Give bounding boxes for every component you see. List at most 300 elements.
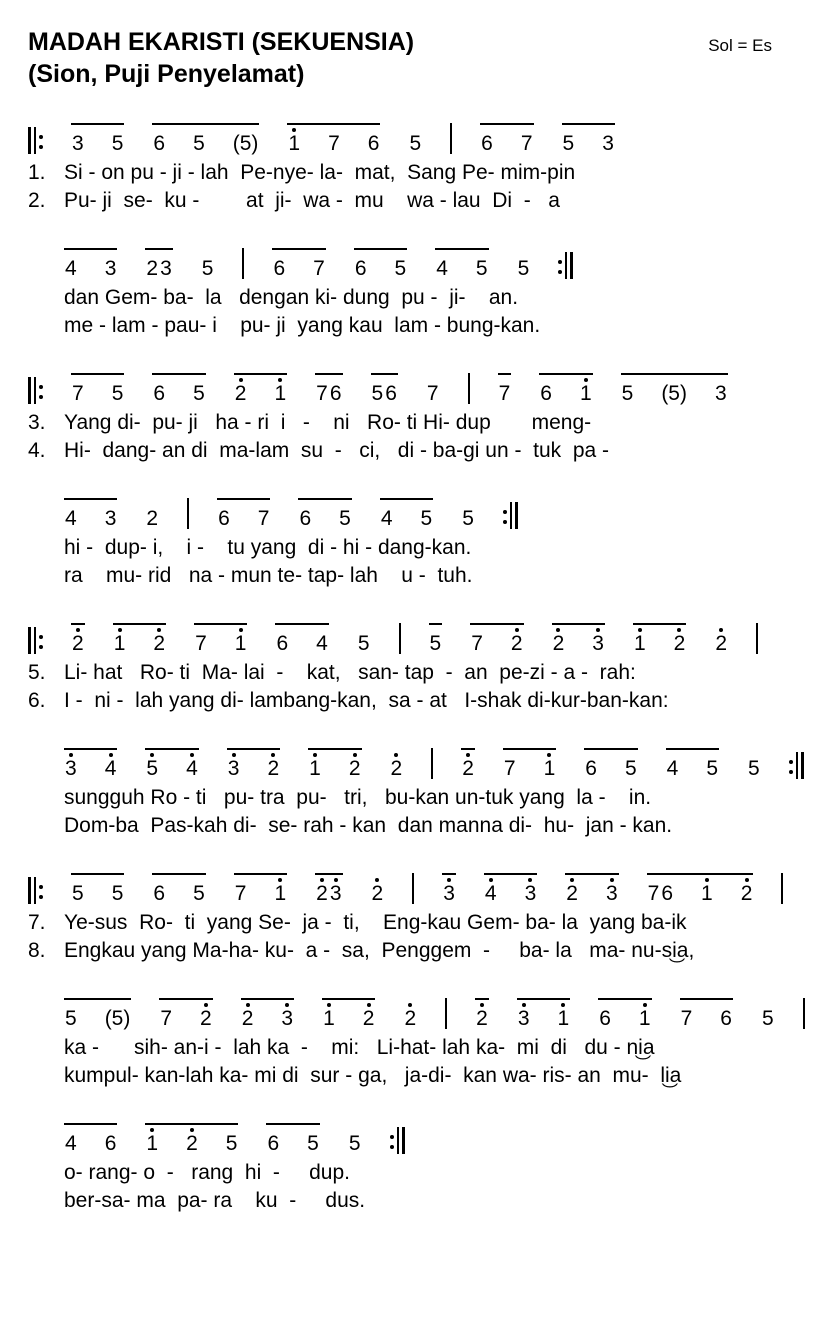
note [233,128,259,154]
note-digit: 3 [104,257,117,280]
note [193,878,205,904]
begin-repeat-sign [28,377,43,404]
note [715,378,727,404]
note-digit: 1 [288,132,301,155]
lyric-text: Engkau yang Ma-ha- ku- a - sa, Penggem - ba- la ma- nu-si͜a, [64,939,695,962]
note-digit: 4 [65,507,77,530]
lyric-text: I - ni - lah yang di- lambang-kan, sa - at I-shak di-kur-ban-kan: [64,689,669,712]
repeat-dots [39,879,43,904]
note-digit: 2 [186,1132,198,1155]
note [330,878,342,904]
note-group [461,498,475,529]
lyric-line [28,687,814,715]
note-digit: 2 [146,257,159,280]
note-digit: 1 [638,1007,651,1030]
note-digit: 1 [234,632,247,655]
note [235,378,247,404]
note [706,753,718,779]
note-digit: 7 [234,882,247,905]
overline-note-group [666,748,719,779]
begin-repeat-sign [28,627,43,654]
overline-note-group [64,1123,117,1154]
note [186,1128,198,1154]
overline-note-group [680,998,733,1029]
repeat-thick-bar [801,752,804,779]
note [328,128,340,154]
note [281,1003,293,1029]
note-digit: 5 [624,757,637,780]
overline-note-group [435,248,488,279]
note [146,753,158,779]
overline-note-group [354,248,407,279]
note-digit: 6 [267,1132,280,1155]
note-digit: 2 [476,1007,488,1030]
note [385,378,397,404]
repeat-thin-bar [796,752,798,779]
overline-note-group [470,623,523,654]
note-digit: 5 [193,132,205,155]
note-digit: 1 [701,882,713,905]
note-digit: 6 [153,882,166,905]
repeat-dot [558,270,562,274]
verse-number [28,1034,64,1062]
lyric-line [28,187,814,215]
overline-note-group [298,498,351,529]
repeat-dot [39,885,43,889]
note [242,1003,254,1029]
note-digit: 5 [357,632,370,655]
note [330,378,342,404]
note-digit: 5 [72,882,84,905]
note-digit: 7 [647,882,660,905]
music-system [28,748,814,840]
note-digit: 5 [475,257,488,280]
note-group [357,623,371,654]
note-digit: 3 [65,757,77,780]
note [160,253,172,279]
repeat-thin-bar [510,502,512,529]
note [112,878,124,904]
barline [468,373,470,404]
repeat-dot [789,760,793,764]
overline-note-group [442,873,456,904]
note-digit: 5 [748,757,760,780]
note-digit: 1 [323,1007,335,1030]
note-digit: 7 [426,382,439,405]
verse-number [28,1159,64,1187]
note [202,253,214,279]
note-digit: 1 [543,757,556,780]
lyric-line [28,659,814,687]
lyric-text: ka - sih- an-i - lah ka - mi: Li-hat- lah ka- mi di du - ni͜a [64,1036,655,1059]
note-digit: 2 [348,757,361,780]
overline-note-group [145,1123,238,1154]
note [105,503,117,529]
note [146,1128,158,1154]
note [661,878,673,904]
repeat-dot [39,385,43,389]
note [485,878,497,904]
note-group [403,998,417,1029]
note [276,628,288,654]
note [267,753,279,779]
note-digit: 5 [111,382,124,405]
note [193,128,205,154]
note-digit: 3 [714,382,727,405]
note [681,1003,693,1029]
lyric-line [28,937,814,965]
lyric-line [28,312,814,340]
verse-number: 8. [28,939,46,962]
note [563,128,575,154]
overline-note-group [633,623,686,654]
note [299,503,311,529]
verse-number [28,284,64,312]
note-digit: 3 [281,1007,294,1030]
lyric-line [28,409,814,437]
note [195,628,207,654]
barline [803,998,805,1029]
overline-note-group [266,1123,319,1154]
overline-note-group [272,248,325,279]
lyric-text: dan Gem- ba- la dengan ki- dung pu - ji- an. [64,286,519,309]
note [409,128,421,154]
note-digit: 7 [680,1007,693,1030]
lyric-text: Li- hat Ro- ti Ma- lai - kat, san- tap - an pe-zi - a - rah: [64,661,636,684]
lyric-line [28,534,814,562]
repeat-dot [39,145,43,149]
repeat-thick-bar [28,877,31,904]
note-digit: 4 [666,757,679,780]
verse-number: 7. [28,911,46,934]
note-digit: 2 [404,1007,417,1030]
note [72,628,84,654]
overline-note-group [475,998,489,1029]
page-title: MADAH EKARISTI (SEKUENSIA) [28,28,415,56]
verse-number [28,562,64,590]
note-digit: 4 [104,757,117,780]
note-digit: 6 [299,507,312,530]
verse-number [28,1062,64,1090]
note [391,753,403,779]
note-digit: 5 [193,882,205,905]
note [462,503,474,529]
note-digit: 6 [367,132,380,155]
overline-note-group [461,748,475,779]
notes-row [64,248,814,279]
lyric-line [28,1159,814,1187]
note [518,253,530,279]
note-digit: 5 [339,507,351,530]
note-digit: 3 [524,882,537,905]
note-digit: 7 [195,632,207,655]
note-digit: 7 [313,257,325,280]
overline-note-group [621,373,728,404]
note-digit: 5 [420,507,433,530]
note [316,378,328,404]
note [316,878,328,904]
repeat-thin-bar [34,377,36,404]
overline-note-group [71,373,124,404]
repeat-thick-bar [28,627,31,654]
note [404,1003,416,1029]
repeat-dot [558,260,562,264]
lyric-text: Hi- dang- an di ma-lam su - ci, di - ba-gi un - tuk pa - [64,439,610,462]
lyric-line [28,812,814,840]
note [599,1003,611,1029]
note-digit: 2 [362,1007,375,1030]
note [372,878,384,904]
note [316,628,328,654]
note-digit: 5 [429,632,442,655]
note-digit: 5 [462,507,474,530]
note-digit: 4 [436,257,448,280]
note-digit: 5 [65,1007,77,1030]
lyric-line [28,159,814,187]
note [639,1003,651,1029]
note [661,378,687,404]
note-group [348,1123,362,1154]
note [580,378,592,404]
music-system [28,998,814,1090]
note-digit: 6 [540,382,552,405]
repeat-thin-bar [397,1127,399,1154]
note-digit: 5 [111,882,124,905]
overline-note-group [429,623,443,654]
note-digit: 4 [380,507,393,530]
note [701,878,713,904]
note [228,753,240,779]
lyric-line [28,1187,814,1215]
note-digit: 5 [706,757,718,780]
overline-note-group [159,998,212,1029]
repeat-thin-bar [565,252,567,279]
note-digit: 5 [409,132,422,155]
barline [450,123,452,154]
note-digit: 5 [307,1132,319,1155]
note [504,753,516,779]
repeat-thick-bar [28,127,31,154]
note-digit: 2 [316,882,328,905]
verse-number: 2. [28,189,46,212]
note-digit: 1 [579,382,592,405]
overline-note-group [64,998,131,1029]
barline [431,748,433,779]
note-digit: 3 [72,132,84,155]
overline-note-group [565,873,618,904]
overline-note-group [562,123,615,154]
note-digit: 2 [241,1007,254,1030]
note [525,878,537,904]
note [421,503,433,529]
note-digit: 2 [510,632,523,655]
overline-note-group [113,623,166,654]
repeat-dot [39,135,43,139]
note [544,753,556,779]
note [323,1003,335,1029]
verse-number [28,812,64,840]
note-digit: 6 [661,882,673,905]
note [518,1003,530,1029]
overline-note-group [145,248,172,279]
note-digit: 6 [385,382,397,405]
note [267,1128,279,1154]
note-digit: 5 [621,382,634,405]
overline-note-group [234,373,287,404]
note-digit: 2 [146,507,159,530]
note-digit: 6 [276,632,289,655]
note [368,128,380,154]
note-digit: 2 [267,757,280,780]
note-digit: 6 [481,132,493,155]
note-digit: 4 [484,882,497,905]
repeat-dot [503,510,507,514]
overline-note-group [503,748,556,779]
note [112,378,124,404]
note [65,1003,77,1029]
note-digit: 3 [443,882,455,905]
note [355,253,367,279]
note [471,628,483,654]
note-digit: 5 [761,1007,774,1030]
note-digit: 3 [104,507,117,530]
lyric-text: Si - on pu - ji - lah Pe-nye- la- mat, Sang Pe- mim-pin [64,161,576,184]
verse-number: 3. [28,411,46,434]
lyric-line [28,284,814,312]
note [521,128,533,154]
overline-note-group [517,998,570,1029]
note-digit: 6 [153,132,166,155]
lyric-line [28,1062,814,1090]
note [476,1003,488,1029]
note-digit: 6 [273,257,286,280]
note [105,253,117,279]
overline-note-group [308,748,361,779]
note-digit: (5) [661,382,687,405]
overline-note-group [315,873,342,904]
note-group [761,998,775,1029]
note-digit: 2 [371,882,384,905]
overline-note-group [484,873,537,904]
note-digit: 2 [462,757,474,780]
repeat-thin-bar [34,627,36,654]
barline [756,623,758,654]
note-digit: (5) [104,1007,131,1030]
note-group [408,123,422,154]
note-group [390,748,404,779]
note-digit: 2 [200,1007,212,1030]
verse-number [28,534,64,562]
note [105,1128,117,1154]
note [146,503,158,529]
barline [242,248,244,279]
note-digit: 3 [517,1007,530,1030]
note [313,253,325,279]
note-digit: 6 [720,1007,732,1030]
overline-note-group [287,123,380,154]
note-digit: 7 [498,382,511,405]
note [72,878,84,904]
note [436,253,448,279]
notes-row [64,498,814,529]
note [381,503,393,529]
overline-note-group [241,998,294,1029]
notation [28,123,814,1215]
note [648,878,660,904]
note-digit: 1 [146,1132,159,1155]
note [566,878,578,904]
lyric-text: sungguh Ro - ti pu- tra pu- tri, bu-kan un-tuk yang la - in. [64,786,652,809]
repeat-dots [503,504,507,529]
note-group [714,623,728,654]
overline-note-group [194,623,247,654]
notes-row [64,998,814,1029]
barline [445,998,447,1029]
note [715,628,727,654]
note [186,753,198,779]
note-digit: 7 [471,632,483,655]
note [114,628,126,654]
overline-note-group [64,748,117,779]
overline-note-group [480,123,533,154]
repeat-dots [39,629,43,654]
lyric-text: hi - dup- i, i - tu yang di - hi - dang-kan. [64,536,472,559]
note [540,378,552,404]
note [349,753,361,779]
end-repeat-sign [390,1127,405,1154]
note-digit: 2 [153,632,166,655]
repeat-dots [390,1129,394,1154]
begin-repeat-sign [28,127,43,154]
note-digit: 7 [520,132,533,155]
overline-note-group [234,873,287,904]
note-digit: 5 [225,1132,238,1155]
notes-row [64,1123,814,1154]
note-digit: 2 [740,882,753,905]
verse-number: 1. [28,161,46,184]
note [606,878,618,904]
note [226,1128,238,1154]
note-digit: 5 [562,132,575,155]
repeat-dot [39,635,43,639]
overline-note-group [552,623,605,654]
overline-note-group [152,123,259,154]
title-block [28,26,414,90]
note [358,628,370,654]
note-digit: 6 [599,1007,611,1030]
note-digit: 2 [552,632,565,655]
note [430,628,442,654]
note [309,753,321,779]
page-subtitle: (Sion, Puji Penyelamat) [28,60,305,88]
note-digit: 7 [160,1007,173,1030]
note [273,253,285,279]
note [349,1128,361,1154]
note-digit: 5 [517,257,530,280]
lyric-text: Yang di- pu- ji ha - ri i - ni Ro- ti Hi- dup meng- [64,411,592,434]
note [667,753,679,779]
note [65,253,77,279]
note-group [426,373,440,404]
overline-note-group [152,873,205,904]
note-group [145,498,159,529]
note-digit: 5 [348,1132,361,1155]
note [112,128,124,154]
overline-note-group [647,873,754,904]
lyric-line [28,909,814,937]
repeat-dot [503,520,507,524]
note [200,1003,212,1029]
